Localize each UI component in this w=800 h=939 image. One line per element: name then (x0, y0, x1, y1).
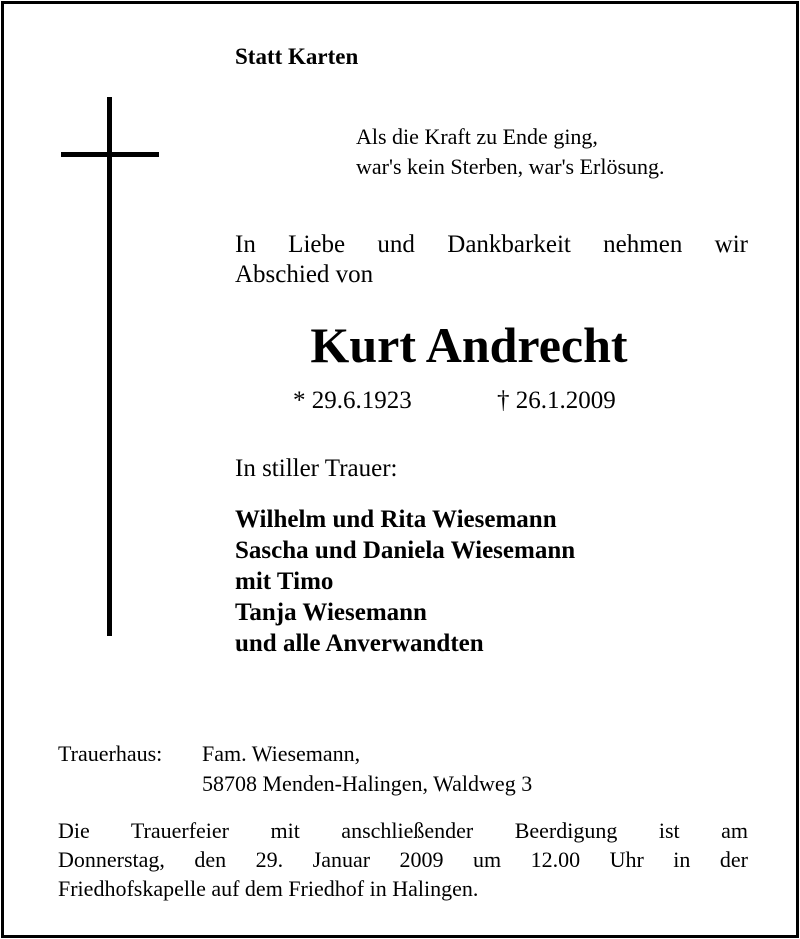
service-line-2: Donnerstag, den 29. Januar 2009 um 12.00 Uhr in der (58, 847, 748, 872)
motto (356, 122, 665, 182)
cross-icon-horizontal (61, 152, 159, 157)
mourning-label: In stiller Trauer: (235, 455, 398, 482)
mourning-house-line-2: 58708 Menden-Halingen, Waldweg 3 (202, 771, 533, 796)
header-text: Statt Karten (235, 44, 359, 69)
death-date: † 26.1.2009 (497, 387, 616, 414)
family-list (235, 504, 575, 659)
family-line: Tanja Wiesemann (235, 599, 427, 626)
motto-line-2: war's kein Sterben, war's Erlösung. (356, 154, 665, 179)
service-info (58, 816, 748, 903)
deceased-name: Kurt Andrecht (310, 317, 628, 373)
family-line: und alle Anverwandten (235, 630, 484, 657)
family-line: Wilhelm und Rita Wiesemann (235, 506, 557, 533)
family-line: mit Timo (235, 568, 334, 595)
cross-icon-vertical (107, 97, 112, 636)
service-line-1: Die Trauerfeier mit anschließender Beerdigung ist am (58, 818, 748, 843)
intro-line-1: In Liebe und Dankbarkeit nehmen wir (235, 231, 748, 258)
intro-line-2: Abschied von (235, 261, 374, 288)
obituary-frame (1, 1, 799, 938)
intro-text (235, 230, 748, 290)
family-line: Sascha und Daniela Wiesemann (235, 537, 576, 564)
mourning-house-line-1: Fam. Wiesemann, (202, 741, 361, 766)
mourning-house-label: Trauerhaus: (58, 741, 163, 766)
motto-line-1: Als die Kraft zu Ende ging, (356, 124, 598, 149)
birth-date: * 29.6.1923 (293, 387, 412, 414)
service-line-3: Friedhofskapelle auf dem Friedhof in Halingen. (58, 876, 479, 901)
